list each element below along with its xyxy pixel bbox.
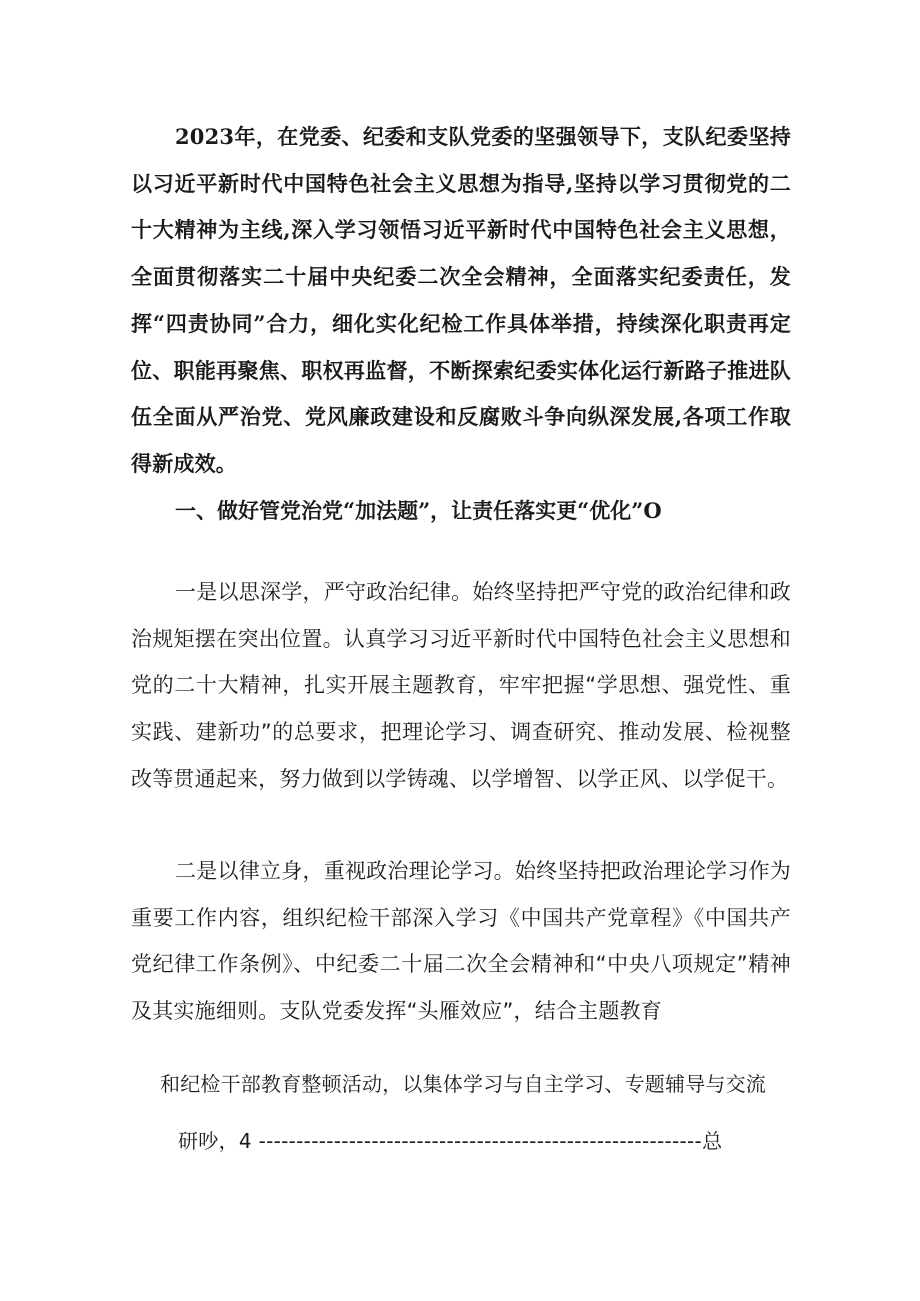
section-heading: 一、做好管党治党“加法题”，让责任落实更“优化”O xyxy=(175,498,662,523)
intro-paragraph: 2023年，在党委、纪委和支队党委的坚强领导下，支队纪委坚持以习近平新时代中国特色社会主义思想为指导,坚持以学习贯彻党的二十大精神为主线,深入学习领悟习近平新时代中国特色社会主义思想，全面贯彻落实二十届中央纪委二次全会精神，全面落实纪委责任，发挥“四责协同”合力，细化实化纪检工作具体举措，持续深化职责再定位、职能再聚焦、职权再监督，不断探索纪委实体化运行新路子推进队伍全面从严治党、党风廉政建设和反腐败斗争向纵深发展,各项工作取得新成效。 xyxy=(131,124,791,476)
paragraph-two-continued: 和纪检干部教育整顿活动，以集体学习与自主学习、专题辅导与交流 xyxy=(160,1072,766,1096)
paragraph-two: 二是以律立身，重视政治理论学习。始终坚持把政治理论学习作为重要工作内容，组织纪检干部深入学习《中国共产党章程》《中国共产党纪律工作条例》、中纪委二十届二次全会精神和“中央八项规定”精神及其实施细则。支队党委发挥“头雁效应”，结合主题教育 xyxy=(131,859,791,1024)
toc-line: 研吵，4 -----------------------------------------------------------总 xyxy=(178,1129,723,1153)
paragraph-one: 一是以思深学，严守政治纪律。始终坚持把严守党的政治纪律和政治规矩摆在突出位置。认真学习习近平新时代中国特色社会主义思想和党的二十大精神，扎实开展主题教育，牢牢把握“学思想、强党性、重实践、建新功”的总要求，把理论学习、调查研究、推动发展、检视整改等贯通起来，努力做到以学铸魂、以学增智、以学正风、以学促干。 xyxy=(131,580,791,791)
